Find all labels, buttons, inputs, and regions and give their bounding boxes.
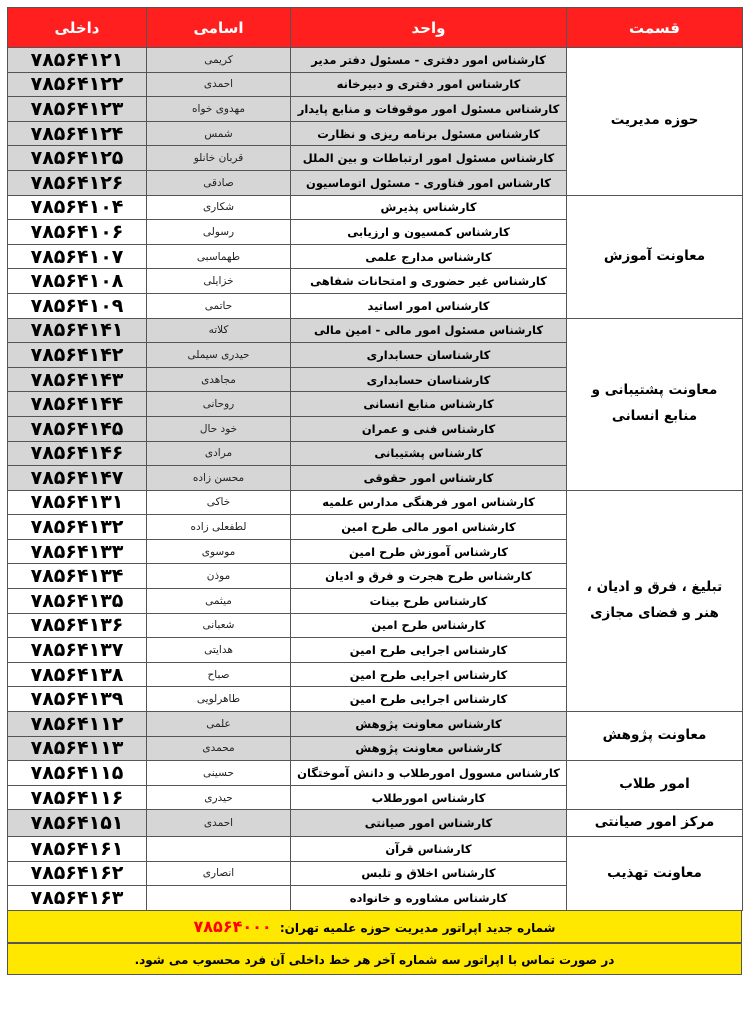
name-cell	[147, 886, 291, 911]
name-cell: مهدوی خواه	[147, 97, 291, 122]
extension-cell: ۷۸۵۶۴۱۰۹	[8, 293, 147, 318]
name-cell: شعبانی	[147, 613, 291, 638]
operator-label: شماره جدید اپراتور مدیریت حوزه علمیه تهران:	[279, 920, 556, 935]
name-cell: انصاری	[147, 861, 291, 886]
extension-cell: ۷۸۵۶۴۱۶۱	[8, 837, 147, 862]
name-cell: کلاته	[147, 318, 291, 343]
name-cell: حسینی	[147, 761, 291, 786]
extension-cell: ۷۸۵۶۴۱۴۴	[8, 392, 147, 417]
section-cell: حوزه مدیریت	[567, 48, 743, 196]
extension-cell: ۷۸۵۶۴۱۴۷	[8, 466, 147, 491]
unit-cell: کارشناس امور دفتری - مسئول دفتر مدیر	[291, 48, 567, 73]
extension-cell: ۷۸۵۶۴۱۳۷	[8, 638, 147, 663]
unit-cell: کارشناس مسئول امور ارتباطات و بین الملل	[291, 146, 567, 171]
name-cell: مرادی	[147, 441, 291, 466]
unit-cell: کارشناس قرآن	[291, 837, 567, 862]
unit-cell: کارشناس منابع انسانی	[291, 392, 567, 417]
name-cell: علمی	[147, 712, 291, 737]
unit-cell: کارشناسان حسابداری	[291, 343, 567, 368]
header-row	[8, 8, 743, 48]
operator-number: ۷۸۵۶۴۰۰۰	[193, 916, 272, 936]
unit-cell: کارشناس غیر حضوری و امتحانات شفاهی	[291, 269, 567, 294]
unit-cell: کارشناس امور اساتید	[291, 293, 567, 318]
extension-cell: ۷۸۵۶۴۱۴۲	[8, 343, 147, 368]
section-cell: معاونت پشتیبانی و منابع انسانی	[567, 318, 743, 490]
name-cell: محمدی	[147, 736, 291, 761]
unit-cell: کارشناس امور دفتری و دبیرخانه	[291, 72, 567, 97]
extension-cell: ۷۸۵۶۴۱۳۸	[8, 662, 147, 687]
extension-cell: ۷۸۵۶۴۱۲۳	[8, 97, 147, 122]
name-cell: صباح	[147, 662, 291, 687]
unit-cell: کارشناس معاونت پژوهش	[291, 736, 567, 761]
operator-notice	[7, 911, 742, 943]
unit-cell: کارشناس اجرایی طرح امین	[291, 662, 567, 687]
unit-cell: کارشناس اخلاق و تلبس	[291, 861, 567, 886]
name-cell: شکاری	[147, 195, 291, 220]
extension-cell: ۷۸۵۶۴۱۱۶	[8, 785, 147, 810]
unit-cell: کارشناس اجرایی طرح امین	[291, 687, 567, 712]
name-cell: مجاهدی	[147, 367, 291, 392]
name-cell: خزایلی	[147, 269, 291, 294]
table-row	[8, 810, 743, 837]
unit-cell: کارشناس طرح امین	[291, 613, 567, 638]
header-name: اسامی	[147, 8, 291, 48]
extension-cell: ۷۸۵۶۴۱۰۸	[8, 269, 147, 294]
unit-cell: کارشناس مسوول امورطلاب و دانش آموختگان	[291, 761, 567, 786]
name-cell	[147, 837, 291, 862]
extension-cell: ۷۸۵۶۴۱۱۳	[8, 736, 147, 761]
name-cell: صادقی	[147, 170, 291, 195]
name-cell: قربان خانلو	[147, 146, 291, 171]
extension-cell: ۷۸۵۶۴۱۲۵	[8, 146, 147, 171]
name-cell: حیدری	[147, 785, 291, 810]
extension-directory	[7, 7, 742, 975]
name-cell: طهماسبی	[147, 244, 291, 269]
section-cell: معاونت تهذیب	[567, 837, 743, 911]
name-cell: خاکی	[147, 490, 291, 515]
name-cell: کریمی	[147, 48, 291, 73]
name-cell: طاهرلویی	[147, 687, 291, 712]
extension-cell: ۷۸۵۶۴۱۳۲	[8, 515, 147, 540]
extension-cell: ۷۸۵۶۴۱۲۱	[8, 48, 147, 73]
table-row	[8, 837, 743, 862]
section-cell: امور طلاب	[567, 761, 743, 810]
name-cell: هدایتی	[147, 638, 291, 663]
section-cell: مرکز امور صیانتی	[567, 810, 743, 837]
extension-cell: ۷۸۵۶۴۱۳۳	[8, 539, 147, 564]
unit-cell: کارشناس مشاوره و خانواده	[291, 886, 567, 911]
extension-cell: ۷۸۵۶۴۱۰۷	[8, 244, 147, 269]
name-cell: موذن	[147, 564, 291, 589]
extension-cell: ۷۸۵۶۴۱۴۵	[8, 416, 147, 441]
unit-cell: کارشناس پذیرش	[291, 195, 567, 220]
name-cell: حاتمی	[147, 293, 291, 318]
unit-cell: کارشناس مسئول امور مالی - امین مالی	[291, 318, 567, 343]
name-cell: میثمی	[147, 589, 291, 614]
name-cell: شمس	[147, 121, 291, 146]
unit-cell: کارشناس امور صیانتی	[291, 810, 567, 837]
section-cell: تبلیغ ، فرق و ادیان ، هنر و فضای مجازی	[567, 490, 743, 711]
table-row	[8, 195, 743, 220]
extension-cell: ۷۸۵۶۴۱۲۴	[8, 121, 147, 146]
unit-cell: کارشناس فنی و عمران	[291, 416, 567, 441]
header-unit: واحد	[291, 8, 567, 48]
unit-cell: کارشناس امورطلاب	[291, 785, 567, 810]
extension-cell: ۷۸۵۶۴۱۳۱	[8, 490, 147, 515]
table-row	[8, 761, 743, 786]
unit-cell: کارشناس امور فرهنگی مدارس علمیه	[291, 490, 567, 515]
extension-cell: ۷۸۵۶۴۱۱۲	[8, 712, 147, 737]
name-cell: موسوی	[147, 539, 291, 564]
unit-cell: کارشناس امور حقوقی	[291, 466, 567, 491]
table-row	[8, 490, 743, 515]
unit-cell: کارشناس کمسیون و ارزیابی	[291, 220, 567, 245]
dialing-note: در صورت تماس با اپراتور سه شماره آخر هر خط داخلی آن فرد محسوب می شود.	[7, 943, 742, 975]
unit-cell: کارشناس مسئول برنامه ریزی و نظارت	[291, 121, 567, 146]
name-cell: روحانی	[147, 392, 291, 417]
unit-cell: کارشناس مدارج علمی	[291, 244, 567, 269]
name-cell: لطفعلی زاده	[147, 515, 291, 540]
unit-cell: کارشناس مسئول امور موقوفات و منابع پایدار	[291, 97, 567, 122]
unit-cell: کارشناس معاونت پژوهش	[291, 712, 567, 737]
name-cell: خود حال	[147, 416, 291, 441]
extension-cell: ۷۸۵۶۴۱۴۶	[8, 441, 147, 466]
unit-cell: کارشناس امور مالی طرح امین	[291, 515, 567, 540]
section-cell: معاونت آموزش	[567, 195, 743, 318]
section-cell: معاونت پژوهش	[567, 712, 743, 761]
table-row	[8, 712, 743, 737]
extension-cell: ۷۸۵۶۴۱۳۶	[8, 613, 147, 638]
unit-cell: کارشناس اجرایی طرح امین	[291, 638, 567, 663]
name-cell: احمدی	[147, 72, 291, 97]
name-cell: محسن زاده	[147, 466, 291, 491]
extension-cell: ۷۸۵۶۴۱۳۹	[8, 687, 147, 712]
extension-cell: ۷۸۵۶۴۱۰۴	[8, 195, 147, 220]
unit-cell: کارشناس امور فناوری - مسئول اتوماسیون	[291, 170, 567, 195]
extension-cell: ۷۸۵۶۴۱۱۵	[8, 761, 147, 786]
extension-cell: ۷۸۵۶۴۱۳۴	[8, 564, 147, 589]
extension-cell: ۷۸۵۶۴۱۳۵	[8, 589, 147, 614]
unit-cell: کارشناس آموزش طرح امین	[291, 539, 567, 564]
directory-body	[8, 48, 743, 911]
extension-cell: ۷۸۵۶۴۱۶۳	[8, 886, 147, 911]
extension-cell: ۷۸۵۶۴۱۲۶	[8, 170, 147, 195]
extension-cell: ۷۸۵۶۴۱۵۱	[8, 810, 147, 837]
name-cell: حیدری سیملی	[147, 343, 291, 368]
extension-cell: ۷۸۵۶۴۱۴۱	[8, 318, 147, 343]
unit-cell: کارشناس پشتیبانی	[291, 441, 567, 466]
header-section: قسمت	[567, 8, 743, 48]
directory-table	[7, 7, 743, 911]
header-extension: داخلی	[8, 8, 147, 48]
unit-cell: کارشناس طرح بینات	[291, 589, 567, 614]
table-row	[8, 48, 743, 73]
extension-cell: ۷۸۵۶۴۱۶۲	[8, 861, 147, 886]
unit-cell: کارشناس طرح هجرت و فرق و ادیان	[291, 564, 567, 589]
extension-cell: ۷۸۵۶۴۱۴۳	[8, 367, 147, 392]
table-row	[8, 318, 743, 343]
name-cell: احمدی	[147, 810, 291, 837]
extension-cell: ۷۸۵۶۴۱۲۲	[8, 72, 147, 97]
extension-cell: ۷۸۵۶۴۱۰۶	[8, 220, 147, 245]
unit-cell: کارشناسان حسابداری	[291, 367, 567, 392]
name-cell: رسولی	[147, 220, 291, 245]
